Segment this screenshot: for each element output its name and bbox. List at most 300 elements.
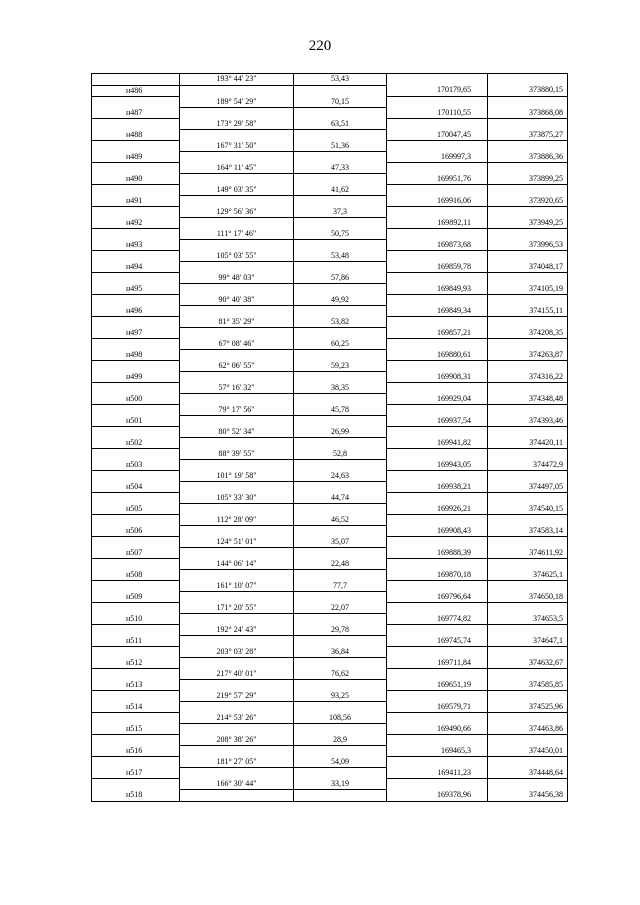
direction-angle-cell: 129° 56' 36": [180, 207, 294, 218]
point-row: [92, 394, 568, 405]
direction-angle-cell: [180, 680, 294, 691]
coordinate-x-cell: [387, 603, 488, 614]
direction-angle-cell: [180, 108, 294, 119]
distance-cell: 36,84: [294, 647, 387, 658]
measurement-row: [92, 493, 568, 504]
coordinate-y-cell: [488, 625, 568, 636]
point-row: [92, 636, 568, 647]
coordinate-x-cell: 169411,23: [387, 768, 488, 779]
coordinate-x-cell: [387, 493, 488, 504]
coordinate-y-cell: 374463,86: [488, 724, 568, 735]
coordinate-y-cell: [488, 603, 568, 614]
coordinate-y-cell: [488, 74, 568, 86]
point-label-cell: [92, 735, 180, 746]
coordinate-y-cell: 373880,15: [488, 85, 568, 97]
distance-cell: [294, 570, 387, 581]
distance-cell: [294, 394, 387, 405]
coordinate-x-cell: [387, 405, 488, 416]
coordinate-y-cell: 373886,36: [488, 152, 568, 163]
point-label-cell: [92, 691, 180, 702]
distance-cell: [294, 85, 387, 97]
distance-cell: [294, 240, 387, 251]
distance-cell: [294, 152, 387, 163]
point-label-cell: н507: [92, 548, 180, 559]
coordinate-x-cell: 169870,18: [387, 570, 488, 581]
point-label-cell: [92, 74, 180, 86]
coordinate-y-cell: [488, 669, 568, 680]
coordinate-x-cell: 169937,54: [387, 416, 488, 427]
point-row: [92, 592, 568, 603]
measurement-row: [92, 471, 568, 482]
coordinate-y-cell: [488, 141, 568, 152]
distance-cell: 35,07: [294, 537, 387, 548]
point-row: [92, 218, 568, 229]
direction-angle-cell: 192° 24' 43": [180, 625, 294, 636]
point-label-cell: н498: [92, 350, 180, 361]
direction-angle-cell: [180, 746, 294, 757]
point-label-cell: н517: [92, 768, 180, 779]
point-label-cell: н495: [92, 284, 180, 295]
point-label-cell: н505: [92, 504, 180, 515]
direction-angle-cell: [180, 218, 294, 229]
coordinate-x-cell: 169745,74: [387, 636, 488, 647]
page-number: 220: [308, 38, 332, 54]
coordinate-y-cell: [488, 559, 568, 570]
coordinate-y-cell: [488, 647, 568, 658]
coordinate-x-cell: [387, 339, 488, 350]
distance-cell: 26,99: [294, 427, 387, 438]
distance-cell: [294, 768, 387, 779]
point-label-cell: [92, 537, 180, 548]
distance-cell: 57,86: [294, 273, 387, 284]
point-row: [92, 746, 568, 757]
distance-cell: [294, 196, 387, 207]
coordinate-x-cell: [387, 559, 488, 570]
direction-angle-cell: [180, 460, 294, 471]
coordinate-x-cell: 169849,93: [387, 284, 488, 295]
coordinate-x-cell: 169888,39: [387, 548, 488, 559]
coordinate-x-cell: [387, 537, 488, 548]
point-label-cell: н493: [92, 240, 180, 251]
coordinate-x-cell: [387, 207, 488, 218]
direction-angle-cell: [180, 482, 294, 493]
direction-angle-cell: 164° 11' 45": [180, 163, 294, 174]
coordinate-y-cell: [488, 383, 568, 394]
measurement-row: [92, 625, 568, 636]
measurement-row: [92, 515, 568, 526]
direction-angle-cell: 105° 03' 55": [180, 251, 294, 262]
point-row: [92, 526, 568, 537]
distance-cell: 46,52: [294, 515, 387, 526]
point-label-cell: [92, 757, 180, 768]
coordinate-y-cell: [488, 317, 568, 328]
coordinate-x-cell: [387, 119, 488, 130]
direction-angle-cell: 88° 39' 55": [180, 449, 294, 460]
distance-cell: [294, 108, 387, 119]
measurement-row: [92, 405, 568, 416]
point-row: [92, 284, 568, 295]
point-label-cell: [92, 449, 180, 460]
direction-angle-cell: [180, 394, 294, 405]
point-label-cell: [92, 405, 180, 416]
direction-angle-cell: [180, 306, 294, 317]
direction-angle-cell: [180, 526, 294, 537]
distance-cell: 41,62: [294, 185, 387, 196]
point-label-cell: [92, 273, 180, 284]
coordinate-y-cell: [488, 97, 568, 108]
coordinate-x-cell: 169796,64: [387, 592, 488, 603]
direction-angle-cell: [180, 768, 294, 779]
distance-cell: 63,51: [294, 119, 387, 130]
coordinate-x-cell: [387, 229, 488, 240]
coordinate-y-cell: 374585,85: [488, 680, 568, 691]
coordinate-x-cell: 169908,31: [387, 372, 488, 383]
coordinate-x-cell: 169873,68: [387, 240, 488, 251]
measurement-row: [92, 735, 568, 746]
distance-cell: [294, 548, 387, 559]
coordinate-y-cell: [488, 493, 568, 504]
coordinate-x-cell: 169774,82: [387, 614, 488, 625]
coordinate-y-cell: [488, 471, 568, 482]
coordinate-y-cell: 374393,46: [488, 416, 568, 427]
coordinate-x-cell: 169490,66: [387, 724, 488, 735]
coordinate-y-cell: 374348,48: [488, 394, 568, 405]
point-row: [92, 680, 568, 691]
coordinate-x-cell: [387, 273, 488, 284]
coordinate-y-cell: [488, 273, 568, 284]
coordinate-y-cell: 373920,65: [488, 196, 568, 207]
direction-angle-cell: 144° 06' 14": [180, 559, 294, 570]
coordinate-x-cell: [387, 625, 488, 636]
direction-angle-cell: [180, 548, 294, 559]
coordinate-y-cell: [488, 735, 568, 746]
point-label-cell: н508: [92, 570, 180, 581]
coordinate-y-cell: [488, 119, 568, 130]
direction-angle-cell: [180, 702, 294, 713]
point-row: [92, 306, 568, 317]
point-label-cell: [92, 251, 180, 262]
direction-angle-cell: [180, 174, 294, 185]
measurement-row: [92, 603, 568, 614]
distance-cell: [294, 460, 387, 471]
point-label-cell: [92, 625, 180, 636]
point-row: [92, 85, 568, 97]
distance-cell: 77,7: [294, 581, 387, 592]
coordinate-x-cell: 169929,04: [387, 394, 488, 405]
point-label-cell: [92, 493, 180, 504]
distance-cell: [294, 372, 387, 383]
coordinate-y-cell: [488, 207, 568, 218]
coordinate-x-cell: [387, 317, 488, 328]
distance-cell: [294, 416, 387, 427]
coordinate-x-cell: [387, 74, 488, 86]
coordinate-y-cell: [488, 691, 568, 702]
direction-angle-cell: 101° 19' 58": [180, 471, 294, 482]
point-label-cell: н494: [92, 262, 180, 273]
coordinate-y-cell: 374497,05: [488, 482, 568, 493]
distance-cell: 22,48: [294, 559, 387, 570]
point-label-cell: н486: [92, 85, 180, 97]
point-label-cell: н510: [92, 614, 180, 625]
point-label-cell: н516: [92, 746, 180, 757]
coordinate-x-cell: [387, 449, 488, 460]
point-row: [92, 724, 568, 735]
coordinate-x-cell: 169943,05: [387, 460, 488, 471]
direction-angle-cell: 219° 57' 29": [180, 691, 294, 702]
distance-cell: 51,36: [294, 141, 387, 152]
coordinate-x-cell: 169579,71: [387, 702, 488, 713]
point-label-cell: н492: [92, 218, 180, 229]
distance-cell: [294, 482, 387, 493]
point-row: [92, 702, 568, 713]
direction-angle-cell: 217° 40' 01": [180, 669, 294, 680]
point-label-cell: [92, 647, 180, 658]
point-row: [92, 790, 568, 802]
distance-cell: 28,9: [294, 735, 387, 746]
direction-angle-cell: [180, 416, 294, 427]
coordinate-x-cell: 169908,43: [387, 526, 488, 537]
coordinate-x-cell: 169465,3: [387, 746, 488, 757]
direction-angle-cell: [180, 570, 294, 581]
direction-angle-cell: [180, 592, 294, 603]
measurement-row: [92, 273, 568, 284]
coordinate-y-cell: 374653,5: [488, 614, 568, 625]
coordinate-x-cell: 169378,96: [387, 790, 488, 802]
coordinate-x-cell: 170047,45: [387, 130, 488, 141]
coordinate-x-cell: [387, 383, 488, 394]
point-label-cell: [92, 163, 180, 174]
measurement-row: [92, 647, 568, 658]
point-row: [92, 152, 568, 163]
coordinate-y-cell: 374316,22: [488, 372, 568, 383]
coordinate-y-cell: [488, 251, 568, 262]
point-label-cell: [92, 603, 180, 614]
coordinate-y-cell: 373868,08: [488, 108, 568, 119]
direction-angle-cell: 171° 20' 55": [180, 603, 294, 614]
measurement-row: [92, 559, 568, 570]
coordinate-x-cell: [387, 163, 488, 174]
coordinates-table-body: [92, 74, 568, 802]
measurement-row: [92, 383, 568, 394]
distance-cell: [294, 636, 387, 647]
direction-angle-cell: 62° 06' 55": [180, 361, 294, 372]
distance-cell: 44,74: [294, 493, 387, 504]
distance-cell: [294, 284, 387, 295]
point-row: [92, 416, 568, 427]
coordinate-x-cell: [387, 97, 488, 108]
distance-cell: 59,23: [294, 361, 387, 372]
coordinate-x-cell: [387, 713, 488, 724]
coordinate-x-cell: 169997,3: [387, 152, 488, 163]
point-row: [92, 240, 568, 251]
direction-angle-cell: 90° 40' 38": [180, 295, 294, 306]
point-label-cell: н506: [92, 526, 180, 537]
point-row: [92, 350, 568, 361]
point-label-cell: н512: [92, 658, 180, 669]
point-label-cell: [92, 185, 180, 196]
direction-angle-cell: 161° 10' 07": [180, 581, 294, 592]
coordinate-y-cell: 373996,53: [488, 240, 568, 251]
measurement-row: [92, 669, 568, 680]
point-row: [92, 570, 568, 581]
measurement-row: [92, 779, 568, 790]
direction-angle-cell: 81° 35' 29": [180, 317, 294, 328]
measurement-row: [92, 449, 568, 460]
distance-cell: 50,75: [294, 229, 387, 240]
distance-cell: 76,62: [294, 669, 387, 680]
coordinate-y-cell: 374540,15: [488, 504, 568, 515]
coordinate-x-cell: 169651,19: [387, 680, 488, 691]
coordinate-x-cell: 169711,84: [387, 658, 488, 669]
coordinate-x-cell: [387, 691, 488, 702]
coordinate-x-cell: 169859,78: [387, 262, 488, 273]
coordinate-x-cell: 169951,76: [387, 174, 488, 185]
distance-cell: 47,33: [294, 163, 387, 174]
measurement-row: [92, 317, 568, 328]
coordinate-x-cell: [387, 757, 488, 768]
direction-angle-cell: [180, 504, 294, 515]
distance-cell: [294, 306, 387, 317]
direction-angle-cell: [180, 284, 294, 295]
coordinate-y-cell: [488, 163, 568, 174]
measurement-row: [92, 207, 568, 218]
distance-cell: [294, 680, 387, 691]
measurement-row: [92, 141, 568, 152]
direction-angle-cell: [180, 724, 294, 735]
measurement-row: [92, 74, 568, 86]
point-row: [92, 548, 568, 559]
distance-cell: [294, 790, 387, 802]
point-label-cell: н501: [92, 416, 180, 427]
distance-cell: 53,82: [294, 317, 387, 328]
coordinate-y-cell: 374472,9: [488, 460, 568, 471]
direction-angle-cell: [180, 636, 294, 647]
point-label-cell: н488: [92, 130, 180, 141]
point-label-cell: [92, 361, 180, 372]
coordinate-y-cell: [488, 229, 568, 240]
point-row: [92, 196, 568, 207]
coordinate-y-cell: 374208,35: [488, 328, 568, 339]
point-label-cell: [92, 339, 180, 350]
coordinate-x-cell: [387, 581, 488, 592]
distance-cell: 53,48: [294, 251, 387, 262]
point-row: [92, 328, 568, 339]
measurement-row: [92, 295, 568, 306]
point-label-cell: н497: [92, 328, 180, 339]
direction-angle-cell: 208° 38' 26": [180, 735, 294, 746]
point-label-cell: н502: [92, 438, 180, 449]
coordinate-y-cell: [488, 713, 568, 724]
coordinate-x-cell: 169926,21: [387, 504, 488, 515]
coordinate-x-cell: [387, 735, 488, 746]
distance-cell: 37,3: [294, 207, 387, 218]
coordinate-x-cell: 169892,11: [387, 218, 488, 229]
measurement-row: [92, 251, 568, 262]
coordinate-x-cell: [387, 669, 488, 680]
distance-cell: 70,15: [294, 97, 387, 108]
measurement-row: [92, 119, 568, 130]
measurement-row: [92, 185, 568, 196]
distance-cell: 24,63: [294, 471, 387, 482]
coordinate-x-cell: 169941,82: [387, 438, 488, 449]
direction-angle-cell: 173° 29' 58": [180, 119, 294, 130]
coordinate-y-cell: [488, 361, 568, 372]
coordinate-y-cell: [488, 581, 568, 592]
point-label-cell: н489: [92, 152, 180, 163]
coordinate-y-cell: [488, 537, 568, 548]
point-row: [92, 460, 568, 471]
point-row: [92, 108, 568, 119]
direction-angle-cell: [180, 85, 294, 97]
coordinate-x-cell: 170179,65: [387, 85, 488, 97]
distance-cell: 53,43: [294, 74, 387, 86]
distance-cell: 108,56: [294, 713, 387, 724]
direction-angle-cell: [180, 372, 294, 383]
coordinate-y-cell: 373875,27: [488, 130, 568, 141]
direction-angle-cell: 181° 27' 05": [180, 757, 294, 768]
distance-cell: [294, 724, 387, 735]
point-row: [92, 174, 568, 185]
point-label-cell: [92, 317, 180, 328]
direction-angle-cell: 166° 30' 44": [180, 779, 294, 790]
measurement-row: [92, 339, 568, 350]
measurement-row: [92, 691, 568, 702]
direction-angle-cell: [180, 328, 294, 339]
direction-angle-cell: [180, 614, 294, 625]
direction-angle-cell: 112° 28' 09": [180, 515, 294, 526]
coordinate-x-cell: [387, 427, 488, 438]
direction-angle-cell: [180, 240, 294, 251]
measurement-row: [92, 361, 568, 372]
coordinate-y-cell: 374650,18: [488, 592, 568, 603]
distance-cell: [294, 658, 387, 669]
point-label-cell: [92, 559, 180, 570]
direction-angle-cell: [180, 350, 294, 361]
coordinate-x-cell: [387, 185, 488, 196]
direction-angle-cell: [180, 262, 294, 273]
coordinate-y-cell: [488, 339, 568, 350]
point-row: [92, 614, 568, 625]
point-row: [92, 262, 568, 273]
coordinate-y-cell: [488, 757, 568, 768]
coordinate-x-cell: [387, 779, 488, 790]
point-label-cell: н491: [92, 196, 180, 207]
coordinate-y-cell: [488, 515, 568, 526]
coordinate-y-cell: 373949,25: [488, 218, 568, 229]
distance-cell: [294, 328, 387, 339]
point-label-cell: [92, 427, 180, 438]
coordinate-y-cell: 374448,64: [488, 768, 568, 779]
direction-angle-cell: 79° 17' 56": [180, 405, 294, 416]
direction-angle-cell: 203° 03' 28": [180, 647, 294, 658]
point-row: [92, 768, 568, 779]
point-label-cell: [92, 669, 180, 680]
distance-cell: 29,78: [294, 625, 387, 636]
point-label-cell: н496: [92, 306, 180, 317]
distance-cell: [294, 592, 387, 603]
direction-angle-cell: 111° 17' 46": [180, 229, 294, 240]
distance-cell: [294, 438, 387, 449]
distance-cell: [294, 746, 387, 757]
coordinate-y-cell: [488, 405, 568, 416]
coordinate-x-cell: [387, 515, 488, 526]
coordinate-x-cell: 169938,21: [387, 482, 488, 493]
coordinate-y-cell: 374456,38: [488, 790, 568, 802]
point-label-cell: [92, 97, 180, 108]
coordinate-x-cell: [387, 141, 488, 152]
coordinate-y-cell: 374525,96: [488, 702, 568, 713]
direction-angle-cell: [180, 658, 294, 669]
